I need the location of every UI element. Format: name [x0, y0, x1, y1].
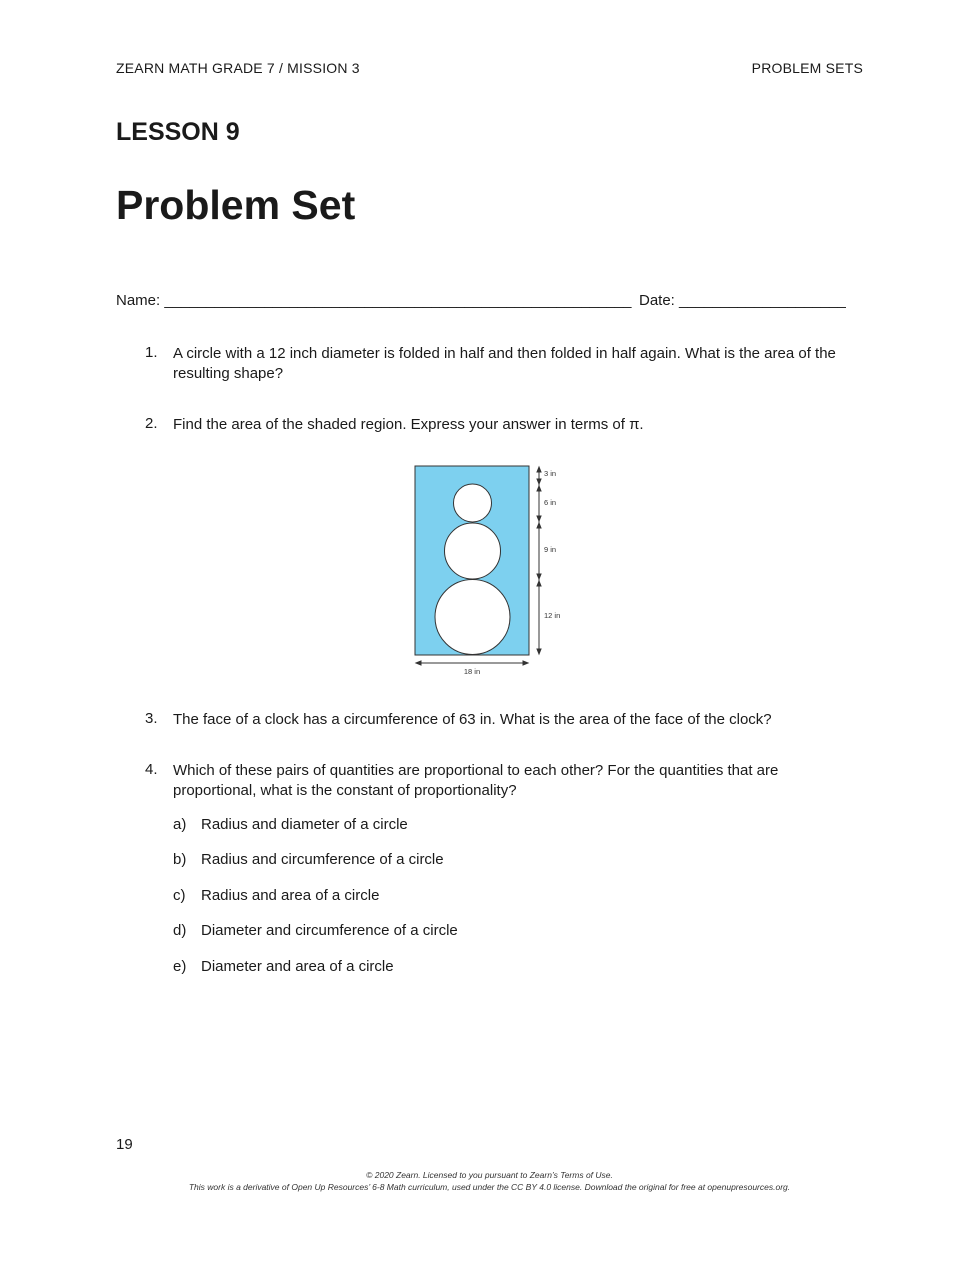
question-1-text [173, 344, 853, 384]
subitem-e-letter: e) [173, 958, 187, 975]
question-1-line1: A circle with a 12 inch diameter is folded in half and then folded in half again. What is the area of the [173, 345, 836, 362]
subitem-b-text: Radius and circumference of a circle [201, 851, 444, 868]
question-1-number: 1. [145, 344, 158, 361]
question-3-number: 3. [145, 710, 158, 727]
subitem-a-text: Radius and diameter of a circle [201, 816, 408, 833]
subitem-d-text: Diameter and circumference of a circle [201, 922, 458, 939]
question-4-text [173, 761, 853, 801]
question-4-line1: Which of these pairs of quantities are proportional to each other? For the quantities that are [173, 762, 779, 779]
subitem-c-letter: c) [173, 887, 186, 904]
lesson-heading: LESSON 9 [116, 118, 240, 146]
medium-circle [445, 523, 501, 579]
subitem-a-letter: a) [173, 816, 187, 833]
label-medium: 9 in [544, 545, 557, 554]
footer-line1: © 2020 Zearn. Licensed to you pursuant to Zearn’s Terms of Use. [366, 1170, 613, 1180]
question-2-number: 2. [145, 415, 158, 432]
name-field[interactable]: Name: ________________________________________________________ [116, 292, 632, 309]
question-3-text: The face of a clock has a circumference of 63 in. What is the area of the face of the clock? [173, 711, 772, 728]
page-number: 19 [116, 1136, 133, 1153]
date-field[interactable]: Date: ____________________ [639, 292, 846, 309]
shaded-region-figure [405, 458, 585, 680]
footer-line2: This work is a derivative of Open Up Resources’ 6-8 Math curriculum, used under the CC BY 4.0 license. Download the original for free at openupresources.org. [188, 1182, 791, 1192]
label-width: 18 in [463, 667, 481, 676]
label-large: 12 in [544, 611, 561, 620]
question-4-number: 4. [145, 761, 158, 778]
question-1-line2: resulting shape? [173, 365, 284, 382]
subitem-e-text: Diameter and area of a circle [201, 958, 394, 975]
subitem-b-letter: b) [173, 851, 187, 868]
page-title: Problem Set [116, 182, 356, 228]
vertical-dimension-line [537, 467, 541, 654]
label-gap-top: 3 in [544, 469, 557, 478]
header-left: ZEARN MATH GRADE 7 / MISSION 3 [116, 60, 360, 76]
header-right: PROBLEM SETS [751, 60, 863, 76]
horizontal-dimension-line [416, 661, 528, 665]
subitem-d-letter: d) [173, 922, 187, 939]
small-circle [454, 484, 492, 522]
question-4-line2: proportional, what is the constant of proportionality? [173, 782, 517, 799]
question-2-text: Find the area of the shaded region. Express your answer in terms of π. [173, 416, 644, 433]
large-circle [435, 580, 510, 655]
subitem-c-text: Radius and area of a circle [201, 887, 380, 904]
label-small: 6 in [544, 498, 557, 507]
